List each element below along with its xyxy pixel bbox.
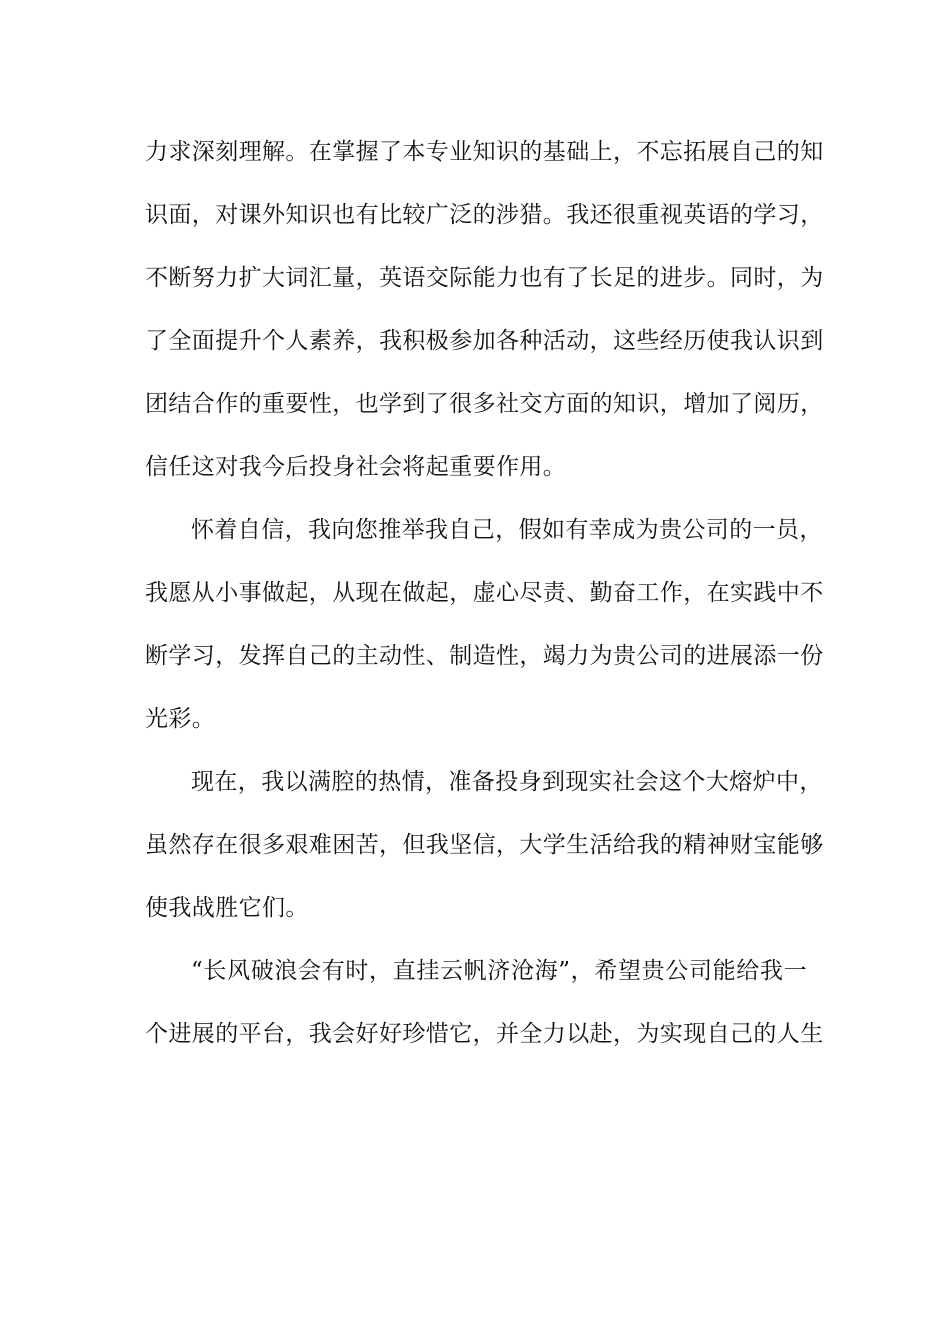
paragraph-4 bbox=[145, 948, 824, 1074]
text-line: 信任这对我今后投身社会将起重要作用。 bbox=[145, 454, 567, 480]
text-line: 断学习，发挥自己的主动性、制造性，竭力为贵公司的进展添一份 bbox=[145, 643, 824, 669]
document-body bbox=[145, 129, 824, 1074]
text-line: 了全面提升个人素养，我积极参加各种活动，这些经历使我认识到 bbox=[145, 328, 824, 354]
text-line: 识面，对课外知识也有比较广泛的涉猎。我还很重视英语的学习， bbox=[145, 202, 824, 228]
text-line: 虽然存在很多艰难困苦，但我坚信，大学生活给我的精神财宝能够 bbox=[145, 832, 824, 858]
text-line: 光彩。 bbox=[145, 706, 216, 732]
text-line: 我愿从小事做起，从现在做起，虚心尽责、勤奋工作，在实践中不 bbox=[145, 580, 824, 606]
text-line: 团结合作的重要性，也学到了很多社交方面的知识，增加了阅历， bbox=[145, 391, 824, 417]
text-line: 使我战胜它们。 bbox=[145, 895, 309, 921]
paragraph-2 bbox=[145, 507, 824, 759]
text-line: 个进展的平台，我会好好珍惜它，并全力以赴，为实现自己的人生 bbox=[145, 1021, 824, 1047]
text-line: 不断努力扩大词汇量，英语交际能力也有了长足的进步。同时，为 bbox=[145, 265, 824, 291]
paragraph-3 bbox=[145, 759, 824, 948]
text-line: 力求深刻理解。在掌握了本专业知识的基础上，不忘拓展自己的知 bbox=[145, 139, 824, 165]
text-line: “长风破浪会有时，直挂云帆济沧海”，希望贵公司能给我一 bbox=[191, 958, 807, 984]
paragraph-1 bbox=[145, 129, 824, 507]
text-line: 怀着自信，我向您推举我自己，假如有幸成为贵公司的一员， bbox=[191, 517, 823, 543]
text-line: 现在，我以满腔的热情，准备投身到现实社会这个大熔炉中， bbox=[191, 769, 823, 795]
